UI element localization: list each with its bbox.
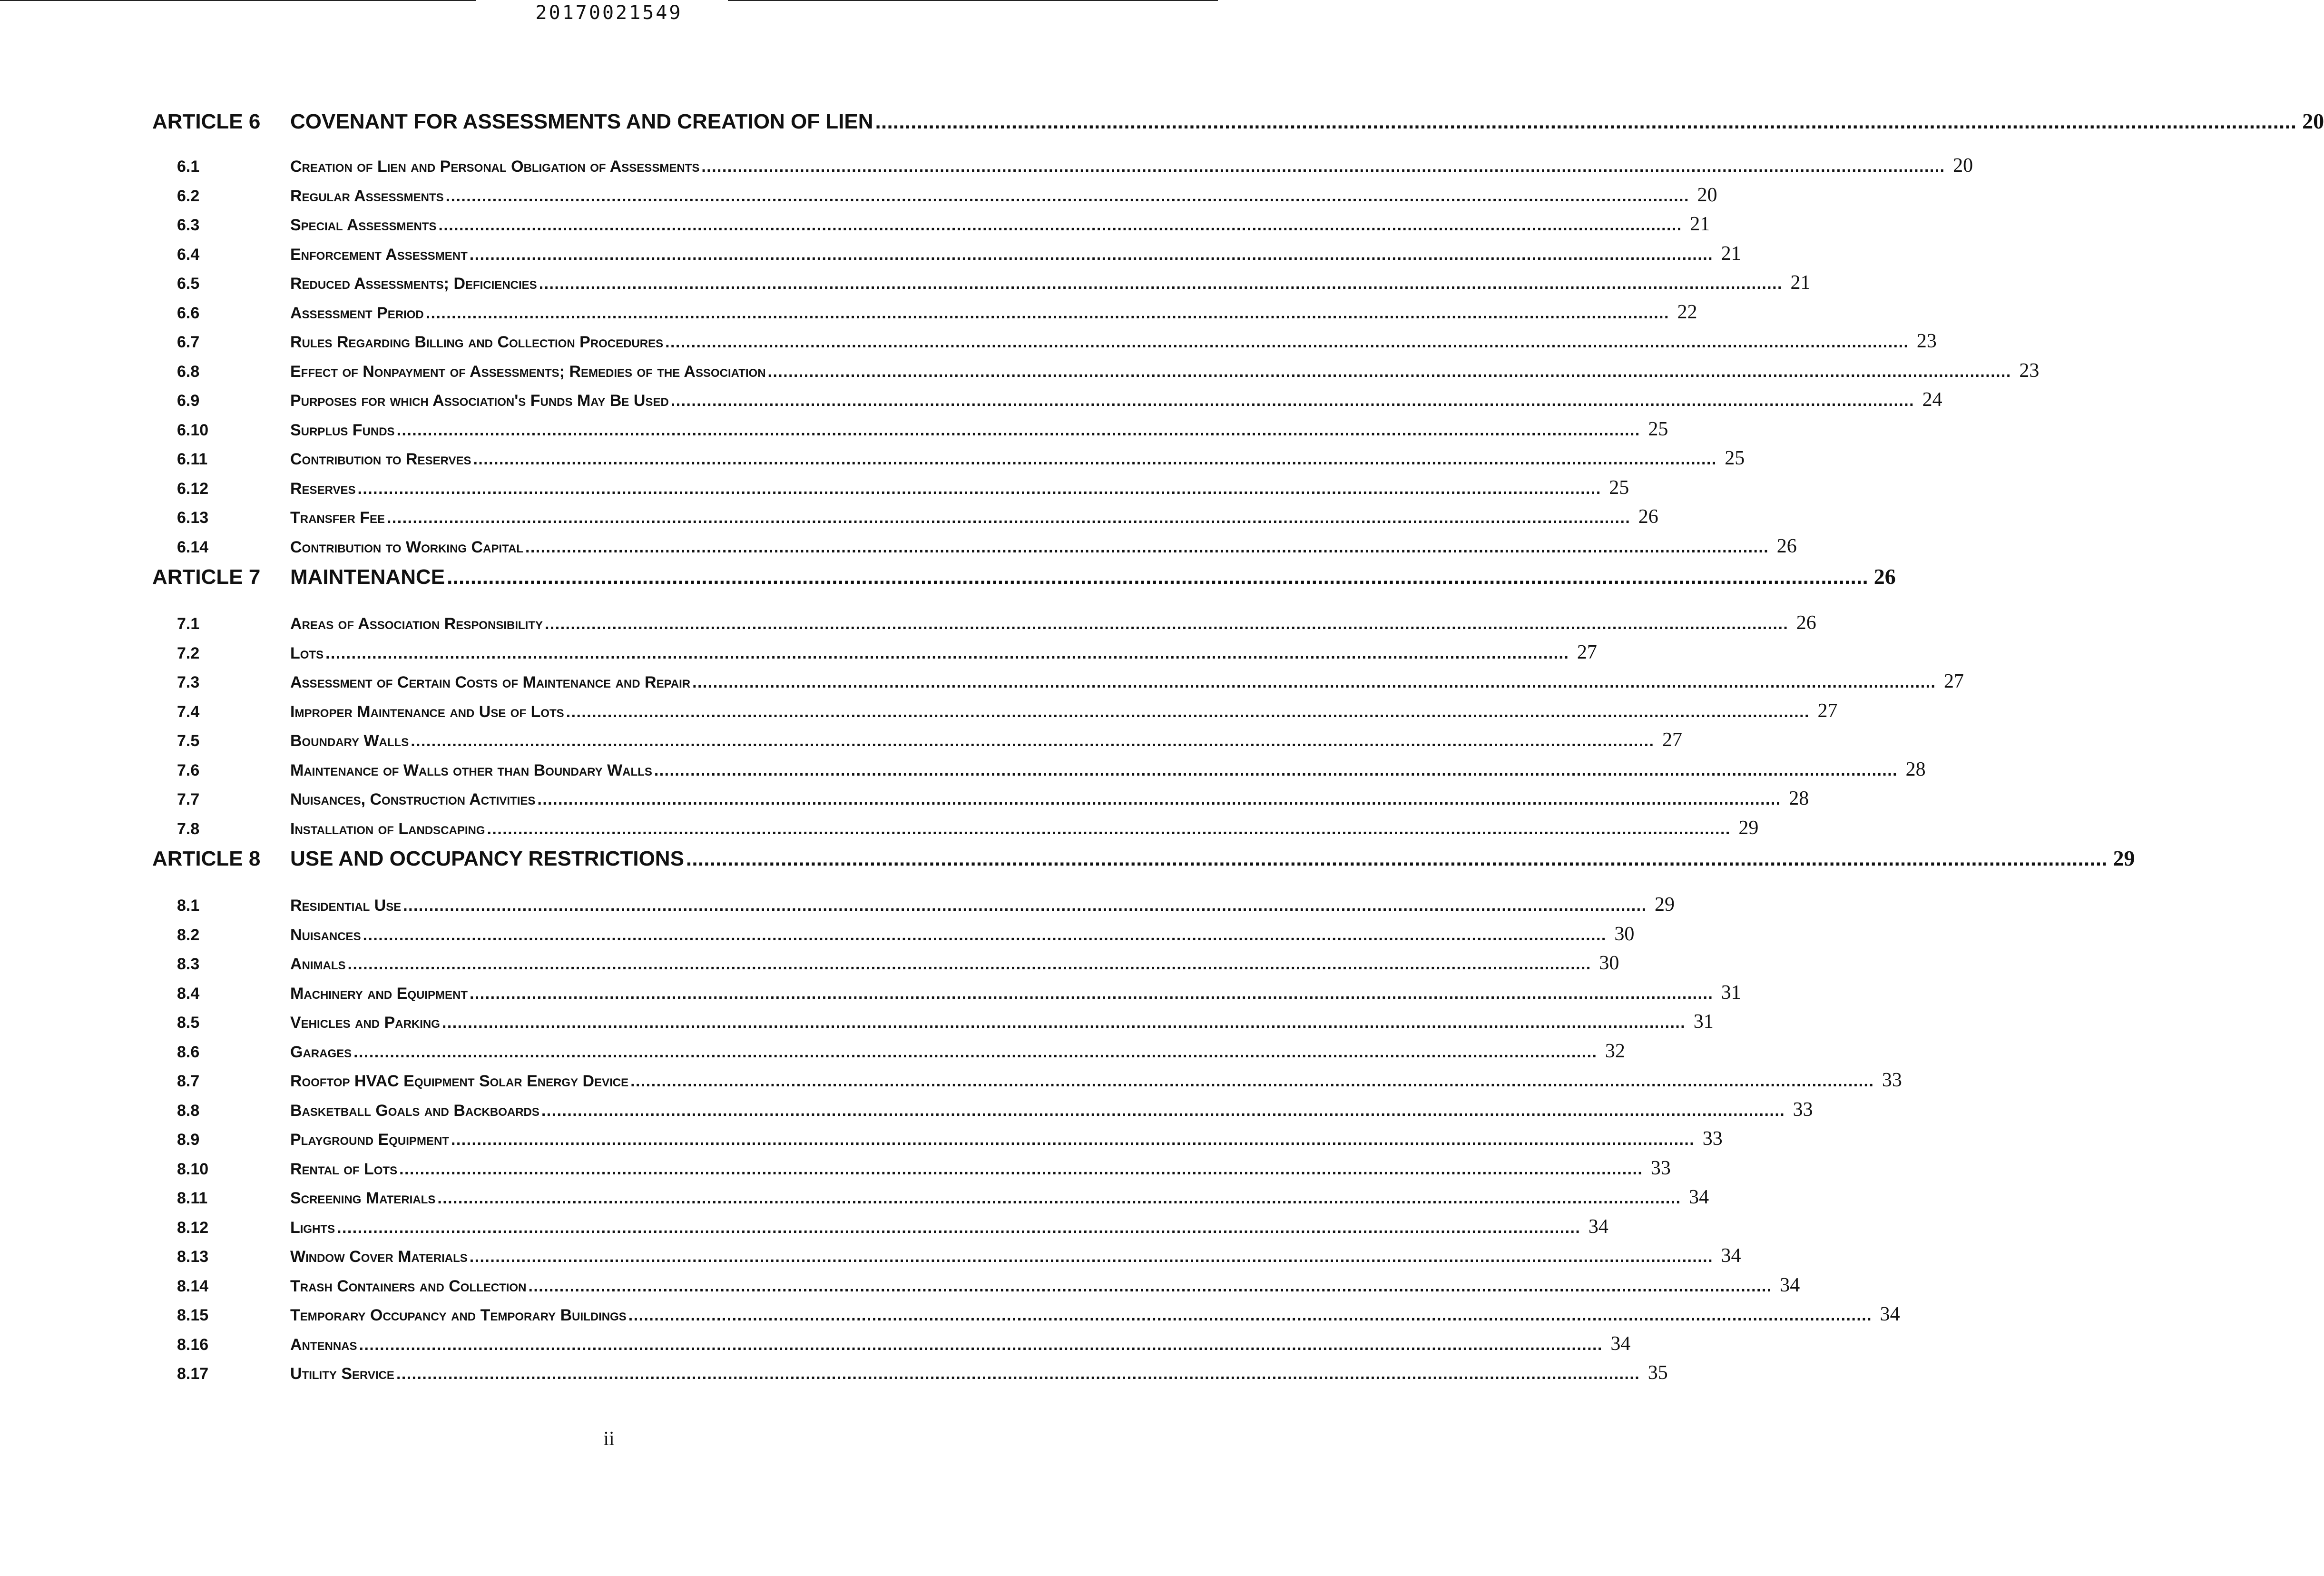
toc-entry-number: 7.6	[177, 761, 200, 779]
toc-entry-page: 34	[1780, 1274, 1800, 1296]
toc-entry-title: Trash Containers and Collection	[290, 1277, 527, 1295]
toc-entry-number: 6.9	[177, 392, 200, 410]
toc-entry-page: 34	[1588, 1215, 1608, 1238]
dot-leader	[397, 421, 1638, 440]
dot-leader	[686, 847, 2105, 871]
toc-entry-page: 20	[1697, 184, 1717, 206]
toc-section-row	[143, 1098, 1813, 1128]
toc-entry-number: 6.6	[177, 304, 200, 322]
dot-leader	[358, 480, 1599, 498]
toc-article-row	[143, 846, 2135, 893]
dot-leader	[325, 644, 1567, 663]
toc-entry-title: Basketball Goals and Backboards	[290, 1101, 539, 1120]
toc-entry-page: 35	[1647, 1362, 1668, 1384]
toc-entry-page: 33	[1650, 1157, 1671, 1179]
toc-entry-number: 7.2	[177, 644, 200, 662]
toc-entry-title: Lots	[290, 644, 324, 662]
toc-section-row	[143, 388, 1942, 418]
toc-section-row	[143, 1069, 1902, 1098]
toc-entry-number: 6.12	[177, 479, 209, 498]
dot-leader	[875, 110, 2294, 134]
toc-entry-number: 8.8	[177, 1101, 200, 1120]
dot-leader	[539, 275, 1780, 293]
toc-entry-title: Purposes for which Association's Funds May Be Used	[290, 392, 669, 410]
toc-entry-title: Effect of Nonpayment of Assessments; Remedies of the Association	[290, 362, 766, 381]
toc-entry-page: 26	[1638, 506, 1658, 528]
toc-entry-page: 29	[1738, 817, 1759, 839]
toc-section-row	[143, 1127, 1723, 1157]
toc-entry-page: 26	[1796, 612, 1816, 634]
dot-leader	[438, 216, 1679, 235]
toc-section-row	[143, 184, 1717, 213]
document-number: 20170021549	[535, 2, 683, 24]
dot-leader	[628, 1306, 1870, 1325]
toc-entry-number: 8.1	[177, 896, 200, 915]
toc-entry-number: 6.13	[177, 509, 209, 527]
toc-entry-title: Assessment of Certain Costs of Maintenance and Repair	[290, 673, 691, 691]
toc-section-row	[143, 787, 1809, 817]
toc-section-row	[143, 1010, 1714, 1040]
toc-entry-number: 8.10	[177, 1160, 209, 1178]
toc-section-row	[143, 611, 1816, 641]
toc-entry-number: 6.8	[177, 362, 200, 381]
toc-entry-number: 8.14	[177, 1277, 209, 1295]
toc-entry-number: 8.5	[177, 1014, 200, 1032]
toc-article-row	[143, 564, 1896, 611]
toc-section-row	[143, 699, 1838, 729]
dot-leader	[396, 1365, 1638, 1383]
toc-entry-title: Creation of Lien and Personal Obligation of Assessments	[290, 158, 700, 176]
toc-entry-title: MAINTENANCE	[290, 565, 445, 589]
toc-entry-page: 27	[1817, 699, 1838, 722]
toc-section-row	[143, 1157, 1671, 1186]
toc-entry-title: Utility Service	[290, 1365, 394, 1383]
toc-section-row	[143, 154, 1973, 184]
toc-entry-title: Antennas	[290, 1335, 357, 1354]
page-number: ii	[603, 1428, 615, 1450]
dot-leader	[545, 615, 1786, 633]
toc-entry-page: 28	[1905, 758, 1926, 780]
toc-entry-page: 33	[1793, 1098, 1813, 1121]
toc-section-row	[143, 359, 2040, 389]
toc-entry-page: 21	[1690, 213, 1710, 235]
toc-entry-number: ARTICLE 8	[152, 847, 261, 870]
toc-section-row	[143, 1361, 1668, 1391]
toc-entry-number: 6.3	[177, 216, 200, 234]
toc-entry-page: 20	[2302, 109, 2324, 133]
toc-entry-page: 25	[1609, 476, 1629, 499]
toc-entry-title: Enforcement Assessment	[290, 245, 468, 264]
toc-entry-number: 7.3	[177, 673, 200, 691]
toc-entry-title: Reduced Assessments; Deficiencies	[290, 275, 537, 293]
toc-entry-page: 20	[1953, 155, 1973, 177]
toc-section-row	[143, 817, 1759, 846]
toc-entry-title: Nuisances	[290, 926, 361, 944]
toc-section-row	[143, 1215, 1608, 1245]
toc-entry-page: 30	[1614, 923, 1635, 945]
dot-leader	[665, 333, 1906, 352]
dot-leader	[541, 1102, 1783, 1120]
toc-entry-title: Rooftop HVAC Equipment Solar Energy Device	[290, 1072, 629, 1090]
toc-entry-title: Rules Regarding Billing and Collection Procedures	[290, 333, 664, 351]
toc-entry-title: Contribution to Reserves	[290, 450, 471, 468]
dot-leader	[426, 304, 1667, 323]
toc-entry-page: 30	[1599, 952, 1619, 974]
toc-entry-title: Screening Materials	[290, 1189, 436, 1207]
toc-entry-number: 6.4	[177, 245, 200, 264]
toc-entry-number: 6.2	[177, 187, 200, 205]
toc-entry-title: Garages	[290, 1043, 352, 1061]
toc-entry-page: 23	[1916, 330, 1937, 352]
dot-leader	[701, 158, 1942, 176]
toc-entry-number: ARTICLE 7	[152, 565, 261, 589]
toc-entry-title: Reserves	[290, 479, 356, 498]
dot-leader	[447, 565, 1865, 589]
toc-article-row	[143, 108, 2324, 154]
dot-leader	[403, 896, 1644, 915]
toc-entry-number: 7.7	[177, 790, 200, 808]
dot-leader	[630, 1072, 1872, 1091]
toc-entry-page: 23	[2019, 359, 2040, 382]
toc-entry-title: Regular Assessments	[290, 187, 444, 205]
toc-entry-page: 22	[1677, 301, 1697, 323]
toc-entry-page: 34	[1721, 1245, 1741, 1267]
toc-entry-number: 8.9	[177, 1131, 200, 1149]
toc-section-row	[143, 1244, 1741, 1274]
toc-entry-page: 26	[1873, 564, 1896, 589]
toc-entry-number: 8.7	[177, 1072, 200, 1090]
toc-entry-page: 32	[1605, 1040, 1625, 1062]
toc-entry-title: Animals	[290, 955, 346, 973]
toc-entry-number: 8.15	[177, 1306, 209, 1324]
toc-entry-page: 24	[1922, 389, 1942, 411]
toc-entry-title: Installation of Landscaping	[290, 819, 485, 838]
toc-entry-title: Nuisances, Construction Activities	[290, 790, 536, 808]
toc-section-row	[143, 952, 1619, 981]
toc-entry-page: 21	[1721, 242, 1741, 265]
toc-entry-page: 27	[1577, 641, 1597, 663]
toc-entry-page: 21	[1790, 272, 1811, 294]
dot-leader	[487, 820, 1728, 838]
toc-section-row	[143, 641, 1597, 670]
toc-section-row	[143, 505, 1658, 535]
toc-entry-number: 6.14	[177, 538, 209, 556]
toc-entry-title: Machinery and Equipment	[290, 984, 468, 1003]
dot-leader	[671, 392, 1912, 410]
toc-entry-title: Residential Use	[290, 896, 402, 915]
toc-entry-page: 31	[1721, 981, 1741, 1004]
dot-leader	[528, 1277, 1769, 1296]
dot-leader	[768, 363, 2009, 381]
toc-entry-title: Surplus Funds	[290, 421, 395, 439]
toc-entry-title: Assessment Period	[290, 304, 424, 322]
toc-section-row	[143, 1186, 1709, 1215]
toc-entry-title: Special Assessments	[290, 216, 437, 234]
toc-entry-page: 26	[1776, 535, 1797, 557]
toc-entry-title: Contribution to Working Capital	[290, 538, 523, 556]
toc-entry-title: Rental of Lots	[290, 1160, 398, 1178]
dot-leader	[387, 509, 1628, 527]
toc-section-row	[143, 1040, 1625, 1069]
dot-leader	[451, 1131, 1692, 1149]
toc-entry-page: 31	[1693, 1011, 1714, 1033]
dot-leader	[359, 1336, 1600, 1354]
dot-leader	[692, 673, 1933, 692]
toc-section-row	[143, 758, 1926, 788]
toc-entry-number: 7.4	[177, 702, 200, 721]
dot-leader	[525, 538, 1766, 557]
dot-leader	[411, 732, 1652, 750]
toc-section-row	[143, 447, 1745, 476]
toc-entry-title: Vehicles and Parking	[290, 1014, 440, 1032]
toc-entry-number: 8.2	[177, 926, 200, 944]
toc-entry-number: 6.7	[177, 333, 200, 351]
toc-entry-page: 33	[1882, 1069, 1902, 1091]
dot-leader	[470, 985, 1711, 1003]
dot-leader	[470, 246, 1711, 264]
dot-leader	[337, 1219, 1578, 1237]
toc-section-row	[143, 670, 1964, 699]
scan-edge-line-right	[728, 0, 1218, 1]
toc-section-row	[143, 476, 1629, 506]
toc-entry-title: Areas of Association Responsibility	[290, 615, 543, 633]
toc-entry-number: 6.5	[177, 275, 200, 293]
scan-edge-line-left	[0, 0, 476, 1]
toc-section-row	[143, 535, 1797, 564]
toc-entry-title: Improper Maintenance and Use of Lots	[290, 702, 564, 721]
toc-entry-number: 6.11	[177, 450, 208, 468]
dot-leader	[442, 1014, 1683, 1032]
dot-leader	[537, 790, 1778, 809]
toc-entry-title: Window Cover Materials	[290, 1248, 468, 1266]
toc-entry-number: 7.8	[177, 819, 200, 838]
toc-section-row	[143, 271, 1811, 301]
toc-entry-title: COVENANT FOR ASSESSMENTS AND CREATION OF LIEN	[290, 110, 873, 133]
toc-entry-number: 8.12	[177, 1218, 209, 1237]
toc-section-row	[143, 923, 1635, 952]
toc-entry-title: Maintenance of Walls other than Boundary Walls	[290, 761, 652, 779]
toc-entry-page: 25	[1648, 418, 1668, 440]
toc-entry-page: 33	[1702, 1128, 1723, 1150]
toc-entry-title: Transfer Fee	[290, 509, 385, 527]
toc-entry-number: 6.10	[177, 421, 209, 439]
toc-section-row	[143, 1303, 1900, 1332]
toc-entry-page: 29	[2113, 846, 2135, 870]
toc-entry-page: 27	[1943, 670, 1964, 692]
toc-entry-page: 27	[1662, 729, 1682, 751]
toc-entry-number: 8.16	[177, 1335, 209, 1354]
toc-entry-title: Playground Equipment	[290, 1131, 449, 1149]
dot-leader	[654, 761, 1895, 780]
toc-entry-page: 34	[1610, 1332, 1631, 1355]
toc-section-row	[143, 301, 1697, 330]
dot-leader	[446, 187, 1687, 206]
dot-leader	[566, 703, 1807, 721]
dot-leader	[348, 955, 1589, 974]
toc-entry-number: 7.1	[177, 615, 200, 633]
toc-section-row	[143, 418, 1668, 447]
dot-leader	[363, 926, 1604, 945]
table-of-contents	[143, 108, 2324, 1391]
toc-entry-number: 6.1	[177, 158, 200, 176]
toc-entry-page: 28	[1789, 788, 1809, 809]
toc-entry-title: Lights	[290, 1218, 335, 1237]
toc-section-row	[143, 1274, 1800, 1303]
toc-entry-number: 8.3	[177, 955, 200, 973]
toc-entry-number: 8.11	[177, 1189, 208, 1207]
toc-section-row	[143, 330, 1937, 359]
toc-section-row	[143, 242, 1741, 272]
toc-entry-page: 25	[1725, 447, 1745, 469]
toc-entry-title: Temporary Occupancy and Temporary Buildings	[290, 1306, 627, 1324]
toc-entry-number: 8.13	[177, 1248, 209, 1266]
toc-section-row	[143, 729, 1682, 758]
dot-leader	[399, 1160, 1640, 1179]
dot-leader	[437, 1189, 1678, 1208]
toc-entry-title: Boundary Walls	[290, 732, 409, 750]
dot-leader	[353, 1043, 1595, 1062]
toc-section-row	[143, 213, 1710, 242]
toc-entry-number: 8.17	[177, 1365, 209, 1383]
toc-entry-page: 34	[1880, 1303, 1900, 1325]
toc-entry-page: 29	[1655, 894, 1675, 916]
toc-section-row	[143, 981, 1741, 1011]
toc-entry-number: ARTICLE 6	[152, 110, 261, 133]
toc-section-row	[143, 1332, 1631, 1362]
toc-entry-number: 8.4	[177, 984, 200, 1003]
toc-entry-page: 34	[1689, 1186, 1709, 1208]
toc-entry-number: 7.5	[177, 732, 200, 750]
toc-entry-title: USE AND OCCUPANCY RESTRICTIONS	[290, 847, 684, 870]
toc-section-row	[143, 893, 1675, 923]
toc-entry-number: 8.6	[177, 1043, 200, 1061]
dot-leader	[470, 1248, 1711, 1266]
dot-leader	[473, 450, 1715, 469]
